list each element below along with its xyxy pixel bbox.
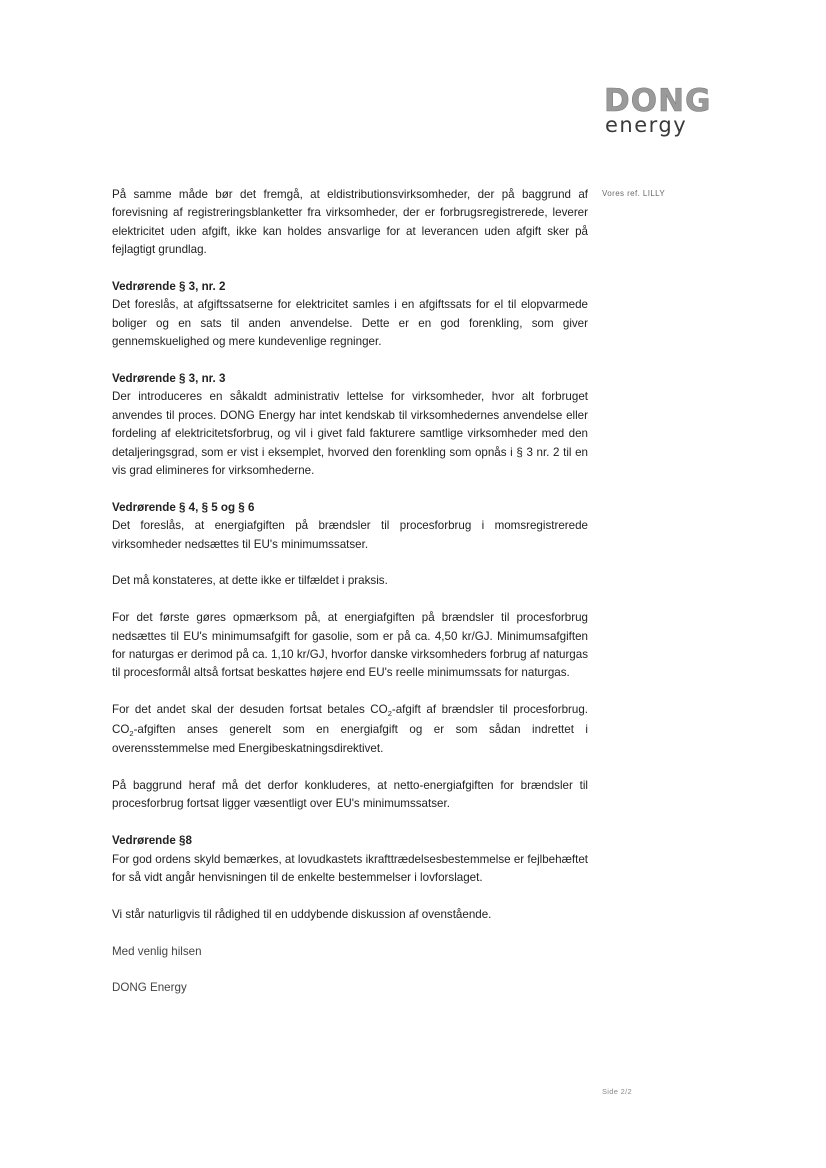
paragraph-second-point [112, 701, 588, 758]
heading-section-4-5-6: Vedrørende § 4, § 5 og § 6 [112, 500, 255, 514]
reference-label: Vores ref. LILLY [602, 189, 666, 198]
paragraph-section-4-5-6: Det foreslås, at energiafgiften på brændsler til procesforbrug i momsregistrerede virksomheder nedsættes til EU's minimumssatser. [112, 519, 588, 551]
heading-section-8: Vedrørende §8 [112, 834, 192, 848]
paragraph-distribution: På samme måde bør det fremgå, at eldistributionsvirksomheder, der på baggrund af forevisning af registreringsblanketter fra virksomheder, der er forbrugsregistrerede, leverer elektricitet uden afgift, ikke kan holdes ansvarlige for at leverancen uden afgift sker på fejlagtigt grundlag. [112, 188, 588, 257]
signature-company: DONG Energy [112, 981, 187, 995]
page-number: Side 2/2 [602, 1087, 632, 1096]
letter-body [112, 186, 588, 1016]
paragraph-first-point: For det første gøres opmærksom på, at energiafgiften på brændsler til procesforbrug nedsættes til EU's minimumsafgift for gasolie, som er på ca. 4,50 kr/GJ. Minimumsafgiften for naturgas er derimod på ca. 1,10 kr/GJ, hvorfor danske virksomheders forbrug af naturgas til procesformål altså fortsat beskattes højere end EU's reelle minimumssats for naturgas. [112, 611, 588, 680]
logo-dong-text: DONG [604, 83, 712, 119]
co2-text-part-3: -afgiften anses generelt som en energiafgift og er som sådan indrettet i overensstemmelse med Energibeskatningsdirektivet. [112, 722, 588, 756]
co2-subscript-2: 2 [129, 728, 134, 738]
heading-section-3-nr-3: Vedrørende § 3, nr. 3 [112, 372, 226, 386]
paragraph-section-3-nr-3: Der introduceres en såkaldt administrativ lettelse for virksomheder, hvor alt forbruget anvendes til proces. DONG Energy har intet kendskab til virksomhedernes anvendelse eller fordeling af elektricitetsforbrug, og vil i givet fald fakturere samtlige virksomheder med den detaljeringsgrad, som er vist i eksemplet, hvorved den forenkling som opnås i § 3 nr. 2 til en vis grad elimineres for virksomhederne. [112, 390, 588, 478]
heading-section-3-nr-2: Vedrørende § 3, nr. 2 [112, 280, 226, 294]
paragraph-not-the-case: Det må konstateres, at dette ikke er tilfældet i praksis. [112, 574, 388, 588]
logo-energy-text: energy [605, 113, 688, 137]
paragraph-section-8: For god ordens skyld bemærkes, at lovudkastets ikrafttrædelsesbestemmelse er fejlbehæftet for så vidt angår henvisningen til de enkelte bestemmelser i lovforslaget. [112, 852, 588, 884]
paragraph-availability: Vi står naturligvis til rådighed til en uddybende diskussion af ovenstående. [112, 907, 492, 921]
dong-energy-logo [604, 83, 764, 137]
co2-text-part-1: For det andet skal der desuden fortsat betales CO [112, 703, 388, 717]
co2-subscript-1: 2 [387, 709, 392, 719]
paragraph-section-3-nr-2: Det foreslås, at afgiftssatserne for elektricitet samles i en afgiftssats for el til elopvarmede boliger og en sats til anden anvendelse. Dette er en god forenkling, som giver gennemskuelighed og mere kundevenlige regninger. [112, 298, 588, 349]
paragraph-conclusion: På baggrund heraf må det derfor konkluderes, at netto-energiafgiften for brændsler til procesforbrug fortsat ligger væsentligt over EU's minimumssatser. [112, 778, 588, 811]
co2-text-part-2: -afgift af brændsler til procesforbrug. CO [112, 703, 589, 736]
closing-greeting: Med venlig hilsen [112, 944, 202, 958]
